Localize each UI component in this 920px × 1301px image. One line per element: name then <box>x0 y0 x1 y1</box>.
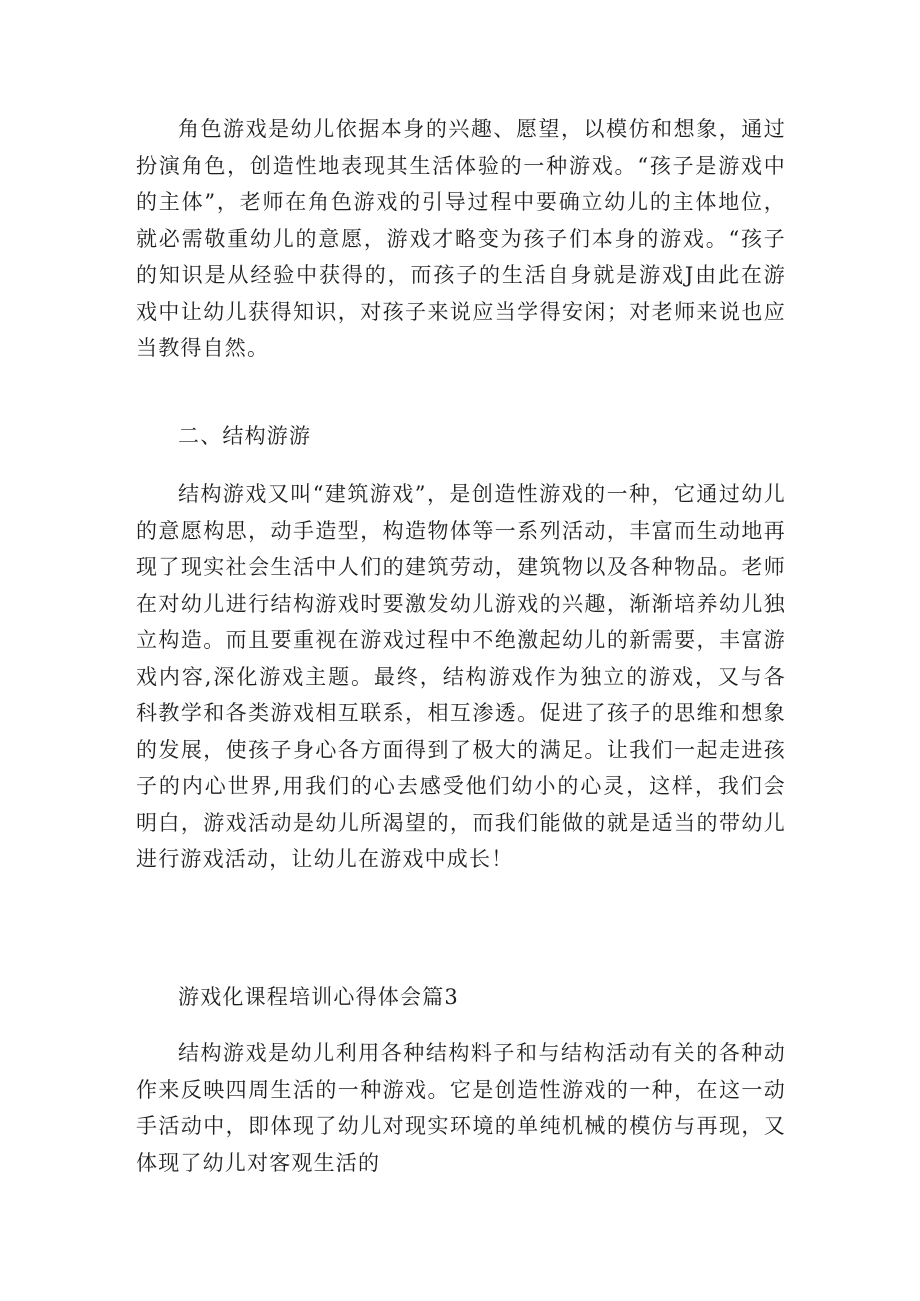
section-heading-structure-games: 二、结构游游 <box>178 424 312 448</box>
paragraph-structure-games: 结构游戏又叫“建筑游戏”，是创造性游戏的一种，它通过幼儿的意愿构思，动手造型，构造物体等一系列活动，丰富而生动地再现了现实社会生活中人们的建筑劳动，建筑物以及各种物品。老师在对幼儿进行结构游戏时要激发幼儿游戏的兴趣，渐渐培养幼儿独立构造。而且要重视在游戏过程中不绝激起幼儿的新需要，丰富游戏内容,深化游戏主题。最终，结构游戏作为独立的游戏，又与各科教学和各类游戏相互联系，相互渗透。促进了孩子的思维和想象的发展，使孩子身心各方面得到了极大的满足。让我们一起走进孩子的内心世界,用我们的心去感受他们幼小的心灵，这样，我们会明白，游戏活动是幼儿所渴望的，而我们能做的就是适当的带幼儿进行游戏活动，让幼儿在游戏中成长！ <box>136 482 786 871</box>
paragraph-structure-games-definition: 结构游戏是幼儿利用各种结构料子和与结构活动有关的各种动作来反映四周生活的一种游戏。它是创造性游戏的一种，在这一动手活动中，即体现了幼儿对现实环境的单纯机械的模仿与再现，又体现了幼儿对客观生活的 <box>136 1041 786 1175</box>
paragraph-role-play-games: 角色游戏是幼儿依据本身的兴趣、愿望，以模仿和想象，通过扮演角色，创造性地表现其生活体验的一种游戏。“孩子是游戏中的主体”，老师在角色游戏的引导过程中要确立幼儿的主体地位，就必需敬重幼儿的意愿，游戏才略变为孩子们本身的游戏。“孩子的知识是从经验中获得的，而孩子的生活自身就是游戏J由此在游戏中让幼儿获得知识，对孩子来说应当学得安闲；对老师来说也应当教得自然。 <box>136 117 786 360</box>
article-title-part-3: 游戏化课程培训心得体会篇3 <box>178 985 459 1009</box>
